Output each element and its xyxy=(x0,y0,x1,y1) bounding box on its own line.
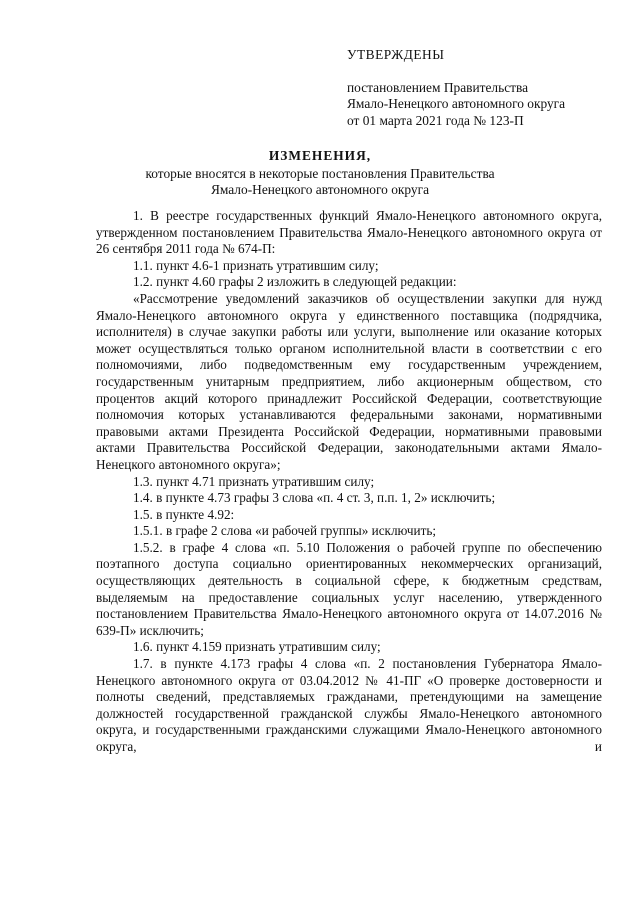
paragraph-1-5-2: 1.5.2. в графе 4 слова «п. 5.10 Положения о рабочей группе по обеспечению поэтапного доступа социально ориентированных некоммерческих организаций, осуществляющих деятельность в социальной сфере, к бюджетным средствам, выделяемым на предоставление социальных услуг населению, утвержденного постановлением Правительства Ямало-Ненецкого автономного округа от 14.07.2016 № 639-П» исключить; xyxy=(96,539,602,638)
paragraph-1-7: 1.7. в пункте 4.173 графы 4 слова «п. 2 постановления Губернатора Ямало-Ненецкого автономного округа от 03.04.2012 № 41-ПГ «О проверке достоверности и полноты сведений, представляемых гражданами, претендующими на замещение должностей государственной гражданской службы Ямало-Ненецкого автономного округа, и государственными гражданскими служащими Ямало-Ненецкого автономного округа, и xyxy=(96,656,602,754)
paragraph-quote: «Рассмотрение уведомлений заказчиков об осуществлении закупки для нужд Ямало-Ненецкого автономного округа у единственного поставщика (подрядчика, исполнителя) в случае закупки работы или услуги, выполнение или оказание которых может осуществляться только органом исполнительной власти в соответствии с его полномочиями, либо подведомственным ему государственным учреждением, государственным унитарным предприятием, либо акционерным обществом, сто процентов акций которого принадлежит Российской Федерации, соответствующие полномочия которых устанавливаются федеральными законами, нормативными правовыми актами Президента Российской Федерации, нормативными правовыми актами Правительства Российской Федерации, законодательными актами Ямало-Ненецкого автономного округа»; xyxy=(96,290,602,472)
approval-line-2: Ямало-Ненецкого автономного округа xyxy=(347,96,566,111)
paragraph-1: 1. В реестре государственных функций Ямало-Ненецкого автономного округа, утвержденном постановлением Правительства Ямало-Ненецкого автономного округа от 26 сентября 2011 года № 674-П: xyxy=(96,208,602,257)
approval-stamp xyxy=(347,47,607,129)
paragraph-1-2: 1.2. пункт 4.60 графы 2 изложить в следующей редакции: xyxy=(133,274,457,290)
document-body xyxy=(96,208,602,756)
title-subtitle-line-2: Ямало-Ненецкого автономного округа xyxy=(210,182,430,197)
paragraph-1-6: 1.6. пункт 4.159 признать утратившим силу; xyxy=(133,639,381,655)
document-title xyxy=(60,148,580,199)
approval-heading: УТВЕРЖДЕНЫ xyxy=(347,47,445,62)
approval-line-3: от 01 марта 2021 года № 123-П xyxy=(347,112,524,128)
paragraph-1-5: 1.5. в пункте 4.92: xyxy=(133,506,235,522)
paragraph-1-4: 1.4. в пункте 4.73 графы 3 слова «п. 4 ст. 3, п.п. 1, 2» исключить; xyxy=(133,490,496,506)
paragraph-1-5-1: 1.5.1. в графе 2 слова «и рабочей группы» исключить; xyxy=(133,523,437,539)
title-heading: ИЗМЕНЕНИЯ, xyxy=(268,148,372,163)
approval-line-1: постановлением Правительства xyxy=(347,79,529,95)
paragraph-1-3: 1.3. пункт 4.71 признать утратившим силу; xyxy=(133,473,375,489)
paragraph-1-1: 1.1. пункт 4.6-1 признать утратившим силу; xyxy=(133,257,379,273)
title-subtitle-line-1: которые вносятся в некоторые постановления Правительства xyxy=(145,165,495,181)
